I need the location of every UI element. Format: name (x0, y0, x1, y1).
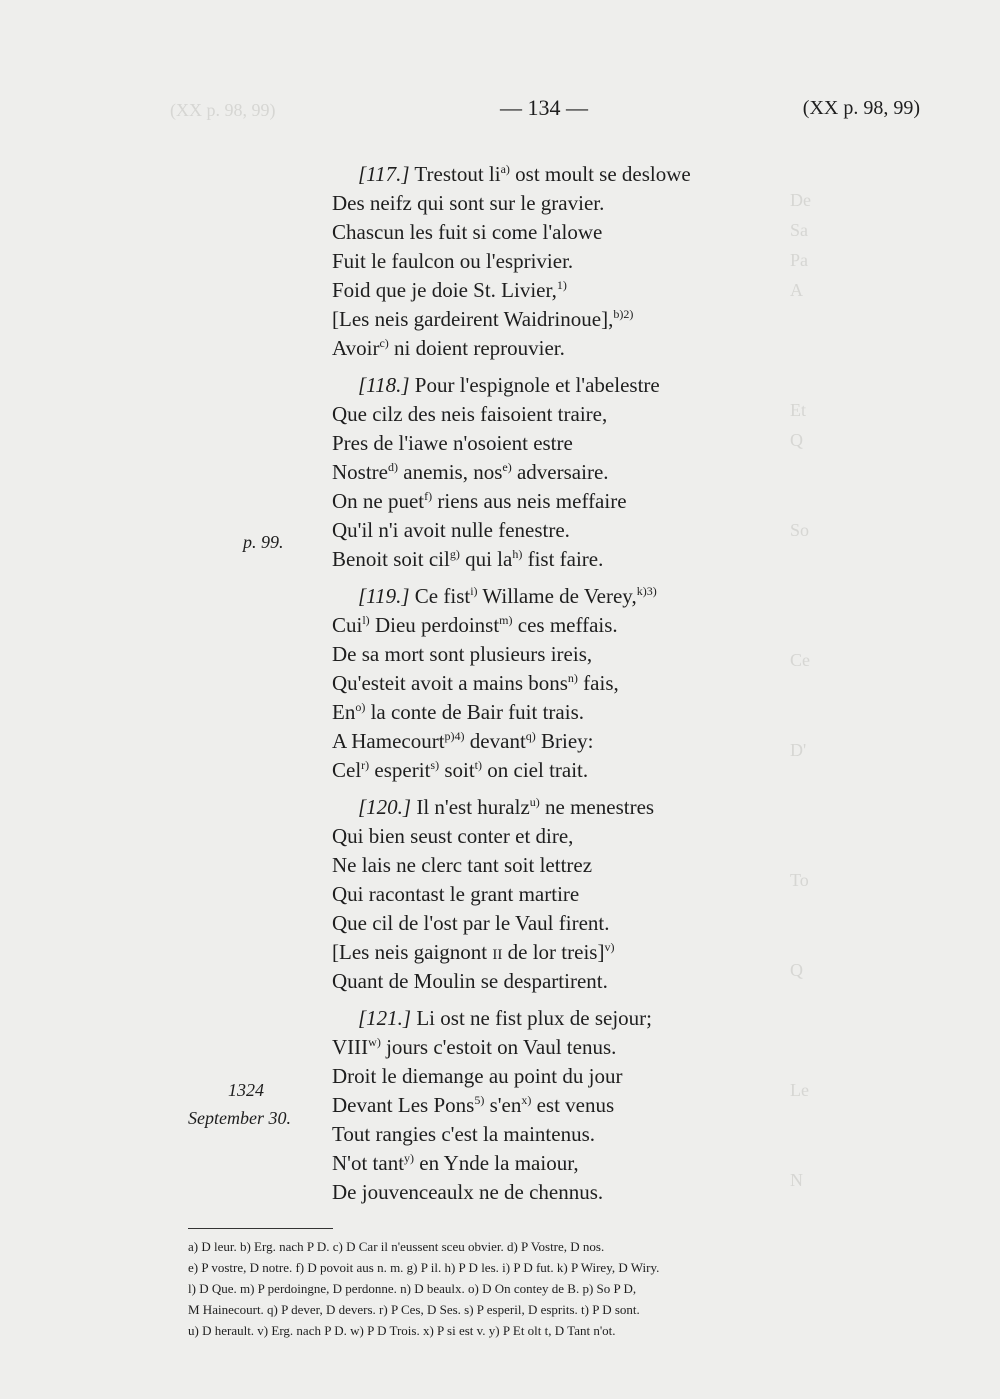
footnote-line: M Hainecourt. q) P dever, D devers. r) P Ces, D Ses. s) P esperil, D esprits. t) P D sont. (188, 1302, 640, 1317)
verse-line: Qui racontast le grant martire (332, 882, 580, 906)
verse-line: En$^{o)}$ la conte de Bair fuit trais. (332, 700, 585, 724)
footnote-line: a) D leur. b) Erg. nach P D. c) D Car il n'eussent sceu obvier. d) P Vostre, D nos. (188, 1239, 605, 1254)
verse-line: [119.] Ce fist$^{i)}$ Willame de Verey,$^{k)3)}$ (358, 584, 657, 608)
footnote-line: u) D herault. v) Erg. nach P D. w) P D Trois. x) P si est v. y) P Et olt t, D Tant n'ot. (188, 1323, 616, 1338)
verse-line: De jouvenceaulx ne de chennus. (332, 1180, 604, 1204)
verse-line: Tout rangies c'est la maintenus. (332, 1122, 595, 1146)
verse-line: Que cil de l'ost par le Vaul firent. (332, 911, 610, 935)
verse-line: [120.] Il n'est huralz$^{u)}$ ne menestres (358, 795, 655, 819)
footnotes (188, 1236, 928, 1341)
verse-line: VIII$^{w)}$ jours c'estoit on Vaul tenus. (332, 1035, 617, 1059)
verse-line: Droit le diemange au point du jour (332, 1064, 623, 1088)
footnote-line: e) P vostre, D notre. f) D povoit aus n. m. g) P il. h) P D les. i) P D fut. k) P Wirey, D Wiry. (188, 1260, 660, 1275)
verse-line: Qui bien seust conter et dire, (332, 824, 574, 848)
verse-block (332, 160, 832, 1215)
verse-line: Foid que je doie St. Livier,$^{1)}$ (332, 278, 567, 302)
verse-line: Fuit le faulcon ou l'esprivier. (332, 249, 574, 273)
verse-line: Cui$^{l)}$ Dieu perdoinst$^{m)}$ ces meffais. (332, 613, 618, 637)
verse-line: Benoit soit cil$^{g)}$ qui $la^{h)}$ fist faire. (332, 547, 604, 571)
verse-line: Devant Les Pons$^{5)}$ $s'en^{x)}$ est venus (332, 1093, 615, 1117)
verse-line: Quant de Moulin se despartirent. (332, 969, 608, 993)
margin-page-ref: p. 99. (243, 532, 284, 552)
verse-line: De sa mort sont plusieurs ireis, (332, 642, 593, 666)
stanza-121 (332, 1004, 832, 1207)
stanza-117 (332, 160, 832, 363)
verse-line: Chascun les fuit si come l'alowe (332, 220, 603, 244)
stanza-118 (332, 371, 832, 574)
margin-year: 1324 (228, 1080, 264, 1100)
page-reference: (XX p. 98, 99) (802, 97, 920, 119)
footnote-line: l) D Que. m) P perdoingne, D perdonne. n) D beaulx. o) D On contey de B. p) So P D, (188, 1281, 637, 1296)
verse-line: On ne puet$^{f)}$ riens aus neis meffaire (332, 489, 627, 513)
stanza-119 (332, 582, 832, 785)
verse-line: [118.] Pour l'espignole et l'abelestre (358, 373, 660, 397)
verse-line: Avoir$^{c)}$ ni doient reprouvier. (332, 336, 565, 360)
verse-line: [Les neis gardeirent Waidrinoue],$^{b)2)}$ (332, 307, 634, 331)
verse-line: N'ot tant$^{y)}$ en Ynde la maiour, (332, 1151, 579, 1175)
stanza-120 (332, 793, 832, 996)
verse-line: Nostre$^{d)}$ anemis, nos$^{e)}$ adversaire. (332, 460, 609, 484)
verse-line: Que cilz des neis faisoient traire, (332, 402, 608, 426)
verse-line: [117.] Trestout $li^{a)}$ ost moult se deslowe (358, 162, 691, 186)
verse-line: Pres de l'iawe n'osoient estre (332, 431, 573, 455)
verse-line: Qu'il n'i avoit nulle fenestre. (332, 518, 570, 542)
verse-line: Cel$^{r)}$ esperit$^{s)}$ soit$^{t)}$ on ciel trait. (332, 758, 589, 782)
footnote-divider (188, 1228, 333, 1229)
document-page: (XX p. 98, 99) De Sa Pa A Et Q So Ce D' To Q Le N — 134 — (XX p. 98, 99) [117.] Trestout $li^{a)}$ ost moult se deslowe Des neifz qui sont sur le gravier. Chascun les fuit si come l'alowe Fuit le faulcon ou l'esprivier. Foid que je doie St. Livier,$^{1)}$ [Les neis gardeirent Waidrinoue],$^{b)2)}$ Avoir$^{c)}$ ni doient reprouvier. [118.] Pour l'espignole et l'abelestre Que cilz des neis faisoient traire, Pres de l'iawe n'osoient estre Nostre$^{d)}$ anemis, nos$^{e)}$ adversaire. On ne puet$^{f)}$ riens aus neis meffaire Qu'il n'i avoit nulle fenestre. Benoit soit cil$^{g)}$ qui $la^{h)}$ fist faire. [119.] Ce fist$^{i)}$ Willame de Verey,$^{k)3)}$ Cui$^{l)}$ Dieu perdoinst$^{m)}$ ces meffais. De sa mort sont plusieurs ireis, Qu'esteit avoit a mains bons$^{n)}$ fais, En$^{o)}$ la conte de Bair fuit trais. A Hamecourt$^{p)4)}$ devant$^{q)}$ Briey: Cel$^{r)}$ esperit$^{s)}$ soit$^{t)}$ on ciel trait. [120.] Il n'est huralz$^{u)}$ ne menestres Qui bien seust conter et dire, Ne lais ne clerc tant soit lettrez Qui racontast le grant martire Que cil de l'ost par le Vaul firent. [Les neis gaignont ii de lor treis]$^{v)}$ Quant de Moulin se despartirent. [121.] Li ost ne fist plux de sejour; VIII$^{w)}$ jours c'estoit on Vaul tenus. Droit le diemange au point du jour Devant Les Pons$^{5)}$ $s'en^{x)}$ est venus Tout rangies c'est la maintenus. N'ot tant$^{y)}$ en Ynde la maiour, De jouvenceaulx ne de chennus. p. 99. 1324 September 30. a) D leur. b) Erg. nach P D. c) D Car il n'eussent sceu obvier. d) P Vostre, D nos. e) P vostre, D notre. f) D povoit aus n. m. g) P il. h) P D les. i) P D fut. k) P Wirey, D Wiry. l) D Que. m) P perdoingne, D perdonne. n) D beaulx. o) D On contey de B. p) So P D, M Hainecourt. q) P dever, D devers. r) P Ces, D Ses. s) P esperil, D esprits. t) P D sont. u) D herault. v) Erg. nach P D. w) P D Trois. x) P si est v. y) P Et olt t, D Tant n'ot. (0, 0, 1000, 1399)
verse-line: Ne lais ne clerc tant soit lettrez (332, 853, 593, 877)
margin-date: September 30. (188, 1108, 291, 1128)
verse-line: [Les neis gaignont ii de lor treis]$^{v)}$ (332, 940, 615, 964)
page-number: — 134 — (500, 95, 588, 120)
verse-line: [121.] Li ost ne fist plux de sejour; (358, 1006, 652, 1030)
verse-line: Qu'esteit avoit a mains bons$^{n)}$ fais, (332, 671, 619, 695)
verse-line: A Hamecourt$^{p)4)}$ devant$^{q)}$ Briey: (332, 729, 594, 753)
verse-line: Des neifz qui sont sur le gravier. (332, 191, 605, 215)
